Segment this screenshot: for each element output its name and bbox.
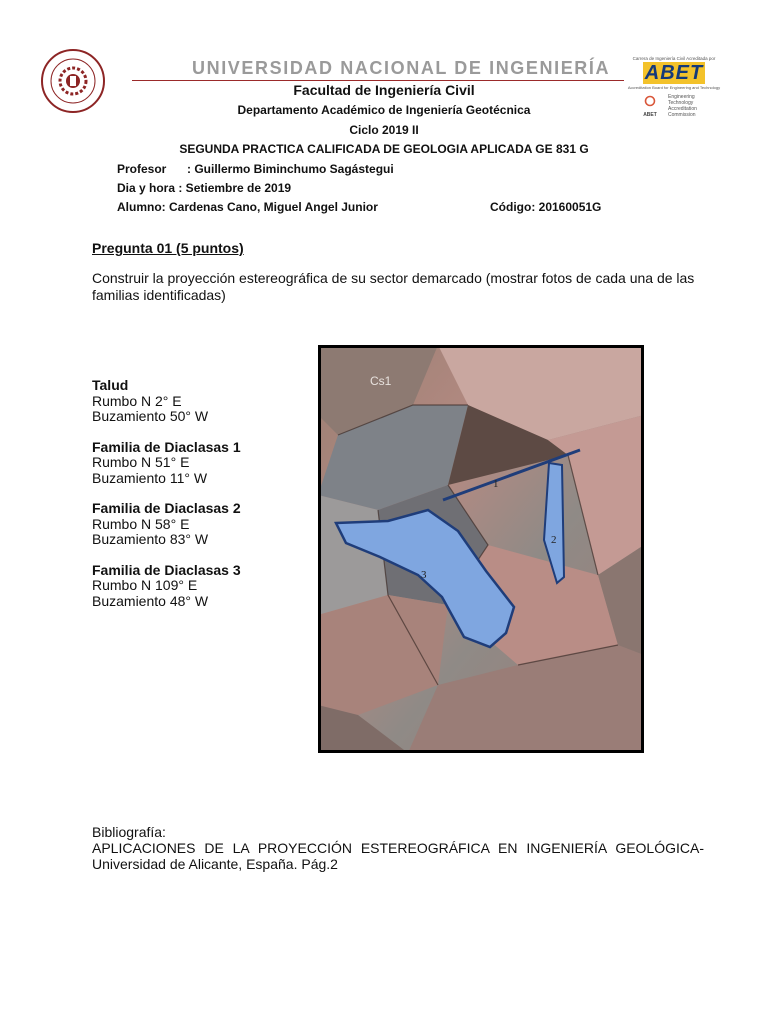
abet-tagline: Accreditation Board for Engineering and Technology <box>627 85 721 90</box>
faculty-name: Facultad de Ingeniería Civil <box>293 82 475 98</box>
rumbo: Rumbo N 58° E <box>92 515 190 532</box>
rumbo: Rumbo N 109° E <box>92 577 198 593</box>
buzamiento: Buzamiento 50° W <box>92 408 209 424</box>
bibliography <box>92 824 704 872</box>
professor-value: : Guillermo Biminchumo Sagástegui <box>187 162 394 176</box>
rumbo: Rumbo N 51° E <box>92 454 190 470</box>
group-title: Familia de Diaclasas 1 <box>92 438 241 455</box>
group-title: Familia de Diaclasas 3 <box>92 561 241 578</box>
familia-3-group <box>92 563 241 610</box>
header-divider <box>132 80 624 81</box>
abet-small-label: ABET <box>643 112 657 118</box>
familia-2-group <box>92 501 241 548</box>
bibliography-reference: APLICACIONES DE LA PROYECCIÓN ESTEREOGRÁFICA EN INGENIERÍA GEOLÓGICA-Universidad de Alicante, España. Pág.2 <box>92 840 704 872</box>
question-title: Pregunta 01 (5 puntos) <box>92 240 244 256</box>
talud-group <box>92 378 241 425</box>
exam-title: SEGUNDA PRACTICA CALIFICADA DE GEOLOGIA APLICADA GE 831 G <box>179 142 589 156</box>
label-3: 3 <box>421 569 427 581</box>
buzamiento: Buzamiento 11° W <box>92 469 208 486</box>
question-text: Construir la proyección estereográfica de su sector demarcado (mostrar fotos de cada una de las familias identificadas) <box>92 270 695 303</box>
graffiti-mark: Cs1 <box>370 374 392 388</box>
cycle: Ciclo 2019 II <box>349 123 419 137</box>
buzamiento: Buzamiento 83° W <box>92 531 209 547</box>
bibliography-label: Bibliografía: <box>92 824 166 840</box>
buzamiento: Buzamiento 48° W <box>92 592 209 609</box>
familia-1-group <box>92 440 241 487</box>
orientation-list <box>92 378 241 624</box>
date-line: Dia y hora : Setiembre de 2019 <box>117 181 292 195</box>
student-code: Código: 20160051G <box>490 200 602 214</box>
student-line: Alumno: Cardenas Cano, Miguel Angel Junior <box>117 200 378 214</box>
group-title: Talud <box>92 377 129 393</box>
rumbo: Rumbo N 2° E <box>92 392 182 409</box>
label-1: 1 <box>493 478 499 490</box>
department-name: Departamento Académico de Ingeniería Geotécnica <box>237 103 531 117</box>
university-name: UNIVERSIDAD NACIONAL DE INGENIERÍA <box>192 58 611 78</box>
abet-wordmark: ABET <box>644 62 704 84</box>
rock-outcrop-photo <box>318 345 644 753</box>
professor-label: Profesor <box>117 162 167 176</box>
abet-commission-text: Engineering Technology Accreditation Commission <box>668 94 697 118</box>
group-title: Familia de Diaclasas 2 <box>92 500 241 516</box>
abet-small-top: Carrera de Ingeniería Civil Acreditada por <box>632 56 716 61</box>
label-2: 2 <box>551 534 557 546</box>
